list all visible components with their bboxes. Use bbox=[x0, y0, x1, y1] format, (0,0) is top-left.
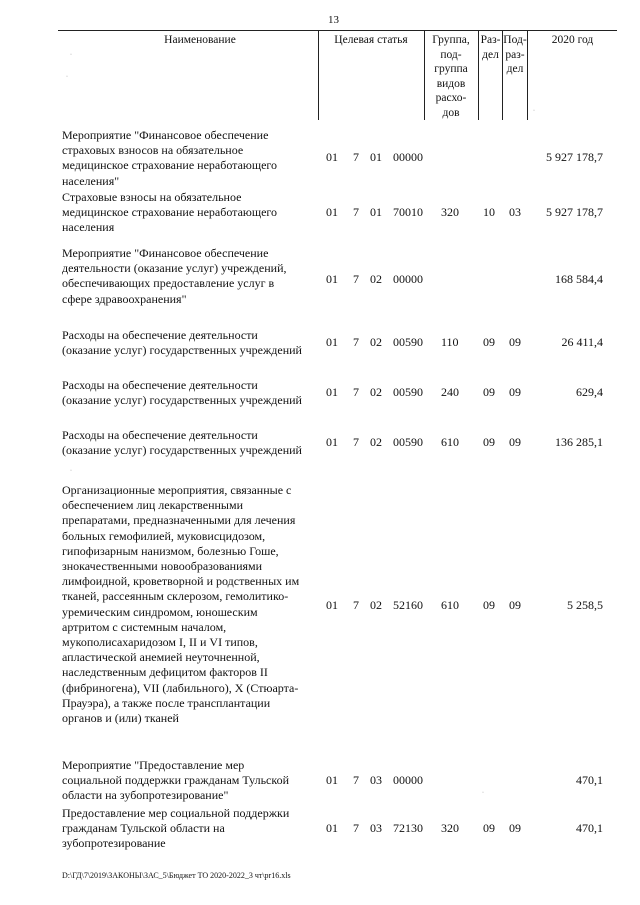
section-cell: 09 bbox=[483, 385, 495, 399]
section-cell: 09 bbox=[483, 598, 495, 612]
target-part: 02 bbox=[370, 598, 382, 612]
header-year: 2020 год bbox=[551, 34, 594, 46]
scan-speck: · bbox=[533, 108, 535, 114]
amount-cell: 136 285,1 bbox=[555, 435, 603, 449]
section-cell: 10 bbox=[483, 205, 495, 219]
target-part: 01 bbox=[370, 205, 382, 219]
target-part: 70010 bbox=[393, 205, 423, 219]
amount-cell: 470,1 bbox=[576, 773, 603, 787]
target-part: 03 bbox=[370, 821, 382, 835]
target-part: 01 bbox=[326, 150, 338, 164]
target-part: 03 bbox=[370, 773, 382, 787]
target-part: 02 bbox=[370, 435, 382, 449]
target-part: 02 bbox=[370, 272, 382, 286]
group-cell: 610 bbox=[441, 598, 459, 612]
scan-speck: · bbox=[70, 52, 72, 58]
target-part: 01 bbox=[326, 598, 338, 612]
subsection-cell: 03 bbox=[509, 205, 521, 219]
target-part: 7 bbox=[353, 150, 359, 164]
subsection-cell: 09 bbox=[509, 335, 521, 349]
file-path-footer: D:\ГД\7\2019\ЗАКОНЫ\ЗАС_5\Бюджет ТО 2020-2022_3 чт\pr16.xls bbox=[62, 871, 291, 880]
amount-cell: 629,4 bbox=[576, 385, 603, 399]
target-part: 00590 bbox=[393, 385, 423, 399]
target-part: 00000 bbox=[393, 272, 423, 286]
section-cell: 09 bbox=[483, 821, 495, 835]
target-part: 02 bbox=[370, 335, 382, 349]
header-group: Группа, под- группа видов расхо- дов bbox=[432, 34, 470, 119]
target-part: 00590 bbox=[393, 435, 423, 449]
group-cell: 110 bbox=[441, 335, 459, 349]
group-cell: 320 bbox=[441, 821, 459, 835]
target-part: 01 bbox=[326, 821, 338, 835]
target-part: 7 bbox=[353, 598, 359, 612]
target-part: 7 bbox=[353, 821, 359, 835]
header-name: Наименование bbox=[164, 34, 236, 46]
row-name: Организационные мероприятия, связанные с обеспечением лиц лекарственными препаратами, предназначенными для лечения больных гемофилией, муковисцидозом, гипофизарным нанизмом, болезнью Гоше, знокачественными новообразованиями лимфоидной, кроветворной и родственных им тканей, рассеянным склерозом, гемолитико- уремическим синдромом, юношеским артритом с системным началом, мукополисахаридозом I, II и VI типов, апластической анемией неуточненной, наследственным дефицитом факторов II (фибриногена), VII (лабильного), Х (Стюарта- Прауэра), а также после трансплантации органов и (или) тканей bbox=[62, 483, 300, 726]
target-part: 72130 bbox=[393, 821, 423, 835]
target-part: 01 bbox=[326, 272, 338, 286]
group-cell: 320 bbox=[441, 205, 459, 219]
amount-cell: 470,1 bbox=[576, 821, 603, 835]
row-name: Мероприятие "Предоставление мер социальной поддержки гражданам Тульской области на зубопротезирование" bbox=[62, 758, 290, 803]
amount-cell: 26 411,4 bbox=[561, 335, 603, 349]
amount-cell: 5 927 178,7 bbox=[546, 205, 603, 219]
row-name: Предоставление мер социальной поддержки гражданам Тульской области на зубопротезирование bbox=[62, 806, 290, 851]
row-name: Мероприятие "Финансовое обеспечение страховых взносов на обязательное медицинское страхование неработающего населения" bbox=[62, 128, 278, 188]
target-part: 7 bbox=[353, 272, 359, 286]
header-target: Целевая статья bbox=[334, 34, 408, 46]
target-part: 01 bbox=[326, 385, 338, 399]
row-name: Расходы на обеспечение деятельности (оказание услуг) государственных учреждений bbox=[62, 328, 302, 358]
target-part: 7 bbox=[353, 385, 359, 399]
table-top-border bbox=[58, 30, 617, 31]
scan-speck: · bbox=[70, 468, 72, 474]
amount-cell: 5 258,5 bbox=[567, 598, 603, 612]
target-part: 7 bbox=[353, 335, 359, 349]
row-name: Расходы на обеспечение деятельности (оказание услуг) государственных учреждений bbox=[62, 428, 302, 458]
target-part: 02 bbox=[370, 385, 382, 399]
target-part: 7 bbox=[353, 435, 359, 449]
target-part: 7 bbox=[353, 205, 359, 219]
header-section: Раз- дел bbox=[480, 34, 501, 61]
target-part: 00000 bbox=[393, 773, 423, 787]
group-cell: 610 bbox=[441, 435, 459, 449]
target-part: 00590 bbox=[393, 335, 423, 349]
target-part: 52160 bbox=[393, 598, 423, 612]
target-part: 7 bbox=[353, 773, 359, 787]
subsection-cell: 09 bbox=[509, 598, 521, 612]
section-cell: 09 bbox=[483, 335, 495, 349]
amount-cell: 5 927 178,7 bbox=[546, 150, 603, 164]
column-divider bbox=[318, 30, 319, 120]
target-part: 01 bbox=[326, 205, 338, 219]
target-part: 01 bbox=[370, 150, 382, 164]
page-number: 13 bbox=[328, 14, 339, 26]
scan-speck: · bbox=[66, 74, 68, 80]
subsection-cell: 09 bbox=[509, 435, 521, 449]
target-part: 01 bbox=[326, 435, 338, 449]
scan-speck: · bbox=[482, 790, 484, 796]
row-name: Мероприятие "Финансовое обеспечение деятельности (оказание услуг) учреждений, обеспечивающих предоставление услуг в сфере здравоохранения" bbox=[62, 246, 287, 306]
section-cell: 09 bbox=[483, 435, 495, 449]
subsection-cell: 09 bbox=[509, 385, 521, 399]
target-part: 01 bbox=[326, 335, 338, 349]
amount-cell: 168 584,4 bbox=[555, 272, 603, 286]
group-cell: 240 bbox=[441, 385, 459, 399]
row-name: Страховые взносы на обязательное медицинское страхование неработающего населения bbox=[62, 190, 278, 235]
header-subsection: Под- раз- дел bbox=[503, 34, 527, 75]
target-part: 01 bbox=[326, 773, 338, 787]
row-name: Расходы на обеспечение деятельности (оказание услуг) государственных учреждений bbox=[62, 378, 302, 408]
subsection-cell: 09 bbox=[509, 821, 521, 835]
target-part: 00000 bbox=[393, 150, 423, 164]
